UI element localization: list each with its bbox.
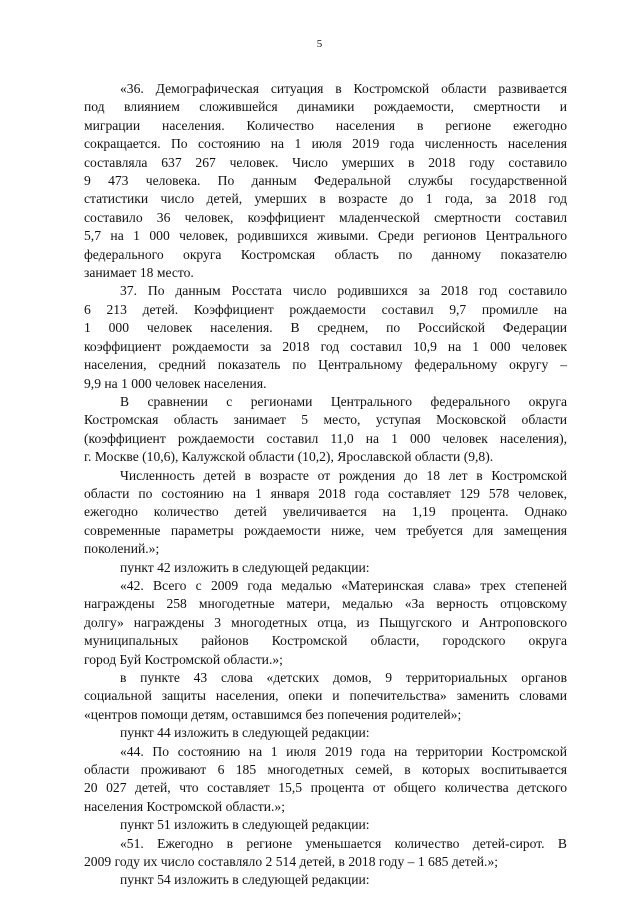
text-line: населения, средний показатель по Центральному федеральному округу – xyxy=(84,357,567,373)
text-line: статистики число детей, умерших в возрасте до 1 года, за 2018 год xyxy=(84,191,567,207)
text-line: «42. Всего с 2009 года медалью «Материнская слава» трех степеней xyxy=(120,577,567,593)
paragraph-item44-intro xyxy=(84,724,567,742)
paragraph-p36 xyxy=(84,80,567,282)
text-line: 1 000 человек населения. В среднем, по Российской Федерации xyxy=(84,320,567,336)
text-line: пункт 44 изложить в следующей редакции: xyxy=(120,725,370,741)
text-line: пункт 42 изложить в следующей редакции: xyxy=(120,559,370,575)
paragraph-p44 xyxy=(84,743,567,817)
page-number: 5 xyxy=(316,38,323,50)
text-line: под влиянием сложившейся динамики рождаемости, смертности и xyxy=(84,99,567,115)
paragraph-p37b xyxy=(84,393,567,467)
text-line: 2009 году их число составляло 2 514 детей, в 2018 году – 1 685 детей.»; xyxy=(84,854,499,870)
text-line: населения Костромской области.»; xyxy=(84,798,285,814)
paragraph-item42-intro xyxy=(84,559,567,577)
paragraph-p37c xyxy=(84,467,567,559)
text-line: составило 36 человек, коэффициент младенческой смертности составил xyxy=(84,209,567,225)
text-line: области по состоянию на 1 января 2018 года составляет 129 578 человек, xyxy=(84,485,567,501)
text-line: Численность детей в возрасте от рождения до 18 лет в Костромской xyxy=(120,467,567,483)
text-line: пункт 51 изложить в следующей редакции: xyxy=(120,817,370,833)
text-line: пункт 54 изложить в следующей редакции: xyxy=(120,872,370,888)
text-line: 37. По данным Росстата число родившихся за 2018 год составило xyxy=(120,283,567,299)
text-line: современные параметры рождаемости ниже, чем требуется для замещения xyxy=(84,522,567,538)
text-line: «44. По состоянию на 1 июля 2019 года на территории Костромской xyxy=(120,743,567,759)
text-line: награждены 258 многодетные матери, медалью «За верность отцовскому xyxy=(84,596,567,612)
paragraph-p37 xyxy=(84,282,567,392)
text-line: «51. Ежегодно в регионе уменьшается количество детей-сирот. В xyxy=(120,835,567,851)
paragraph-p42 xyxy=(84,577,567,669)
text-line: федерального округа Костромская область по данному показателю xyxy=(84,246,567,262)
text-line: (коэффициент рождаемости составил 11,0 на 1 000 человек населения), xyxy=(84,430,567,446)
document-body xyxy=(84,80,567,890)
text-line: ежегодно количество детей увеличивается на 1,19 процента. Однако xyxy=(84,504,567,520)
text-line: город Буй Костромской области.»; xyxy=(84,651,283,667)
text-line: 5,7 на 1 000 человек, родившихся живыми. Среди регионов Центрального xyxy=(84,228,567,244)
text-line: миграции населения. Количество населения в регионе ежегодно xyxy=(84,117,567,133)
text-line: сокращается. По состоянию на 1 июля 2019 года численность населения xyxy=(84,136,567,152)
text-line: 9 473 человека. По данным Федеральной службы государственной xyxy=(84,173,567,189)
text-line: Костромская область занимает 5 место, уступая Московской области xyxy=(84,412,567,428)
text-line: коэффициент рождаемости за 2018 год составил 10,9 на 1 000 человек xyxy=(84,338,567,354)
text-line: в пункте 43 слова «детских домов, 9 территориальных органов xyxy=(120,670,567,685)
text-line: области проживают 6 185 многодетных семей, в которых воспитывается xyxy=(84,762,567,778)
text-line: долгу» награждены 3 многодетных отца, из Пыщугского и Антроповского xyxy=(84,614,567,630)
text-line: составляла 637 267 человек. Число умерших в 2018 году составило xyxy=(84,154,567,170)
paragraph-item51-intro xyxy=(84,816,567,834)
paragraph-item54-intro xyxy=(84,871,567,889)
text-line: муниципальных районов Костромской области, городского округа xyxy=(84,633,567,649)
text-line: «центров помощи детям, оставшимся без попечения родителей»; xyxy=(84,706,462,722)
text-line: 6 213 детей. Коэффициент рождаемости составил 9,7 промилле на xyxy=(84,301,567,317)
text-line: В сравнении с регионами Центрального федерального округа xyxy=(120,393,567,409)
text-line: занимает 18 место. xyxy=(84,265,194,281)
text-line: социальной защиты населения, опеки и попечительства» заменить словами xyxy=(84,688,567,704)
text-line: поколений.»; xyxy=(84,541,160,557)
paragraph-p51 xyxy=(84,835,567,872)
text-line: «36. Демографическая ситуация в Костромской области развивается xyxy=(120,81,567,96)
text-line: 20 027 детей, что составляет 15,5 процента от общего количества детского xyxy=(84,780,567,796)
text-line: 9,9 на 1 000 человек населения. xyxy=(84,375,267,391)
paragraph-item43 xyxy=(84,669,567,724)
text-line: г. Москве (10,6), Калужской области (10,2), Ярославской области (9,8). xyxy=(84,449,494,465)
